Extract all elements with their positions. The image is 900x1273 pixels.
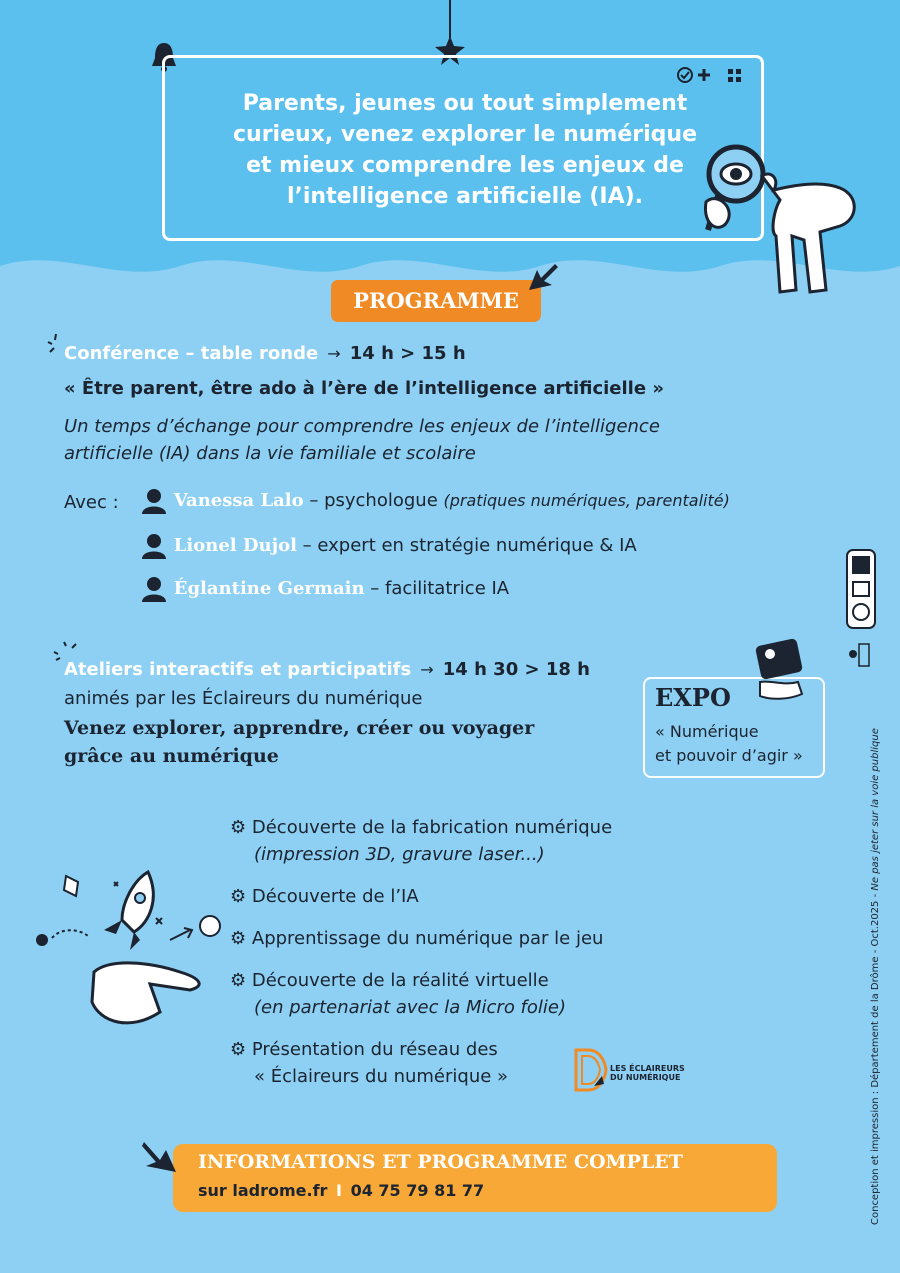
person-icon (140, 576, 168, 602)
speaker-3 (140, 576, 509, 602)
expo-line: et pouvoir d’agir » (655, 746, 803, 765)
activity-item (230, 1036, 612, 1090)
speaker-note: (pratiques numériques, parentalité) (443, 491, 730, 510)
sparkle-icon (44, 332, 64, 356)
intro-text (200, 88, 730, 212)
intro-line: l’intelligence artificielle (IA). (286, 184, 644, 209)
activity-main: Découverte de la fabrication numérique (251, 817, 613, 838)
activity-item (230, 925, 612, 952)
gear-icon: ⚙ (230, 928, 247, 949)
gear-icon: ⚙ (230, 1039, 247, 1060)
activity-main: Découverte de la réalité virtuelle (251, 970, 549, 991)
info-title: INFORMATIONS ET PROGRAMME COMPLET (198, 1151, 683, 1173)
expo-line: « Numérique (655, 722, 759, 741)
cursor-arrow-icon (525, 262, 561, 294)
activity-item (230, 814, 612, 868)
ateliers-header (64, 659, 590, 680)
speaker-role: – facilitatrice IA (370, 578, 510, 599)
partner-logos-icon (845, 548, 877, 630)
eclaireurs-logo-text (610, 1064, 685, 1082)
activity-main: Découverte de l’IA (251, 886, 419, 907)
tagline-line: Venez explorer, apprendre, créer ou voyager (64, 717, 535, 739)
arrow-right-icon: → (327, 344, 341, 363)
gear-icon: ⚙ (230, 817, 247, 838)
tagline-line: grâce au numérique (64, 745, 279, 767)
conference-title: « Être parent, être ado à l’ère de l’intelligence artificielle » (64, 378, 664, 399)
speaker-2 (140, 533, 637, 559)
ateliers-subtitle: animés par les Éclaireurs du numérique (64, 688, 423, 709)
speaker-role: – expert en stratégie numérique & IA (302, 535, 637, 556)
speaker-name: Églantine Germain (173, 578, 365, 599)
credit-main: Conception et impression : Département de la Drôme - Oct.2025 - (870, 893, 881, 1225)
conference-time: 14 h > 15 h (349, 343, 466, 364)
activity-sub: « Éclaireurs du numérique » (254, 1066, 509, 1087)
with-label: Avec : (64, 492, 119, 513)
eclaireurs-logo-icon (572, 1046, 610, 1094)
ateliers-tagline (64, 714, 534, 770)
intro-line: Parents, jeunes ou tout simplement (242, 91, 688, 116)
activity-sub: (impression 3D, gravure laser...) (254, 844, 545, 865)
activity-sub: (en partenariat avec la Micro folie) (254, 997, 567, 1018)
info-site[interactable]: sur ladrome.fr (198, 1181, 328, 1200)
arrow-right-icon: → (420, 660, 434, 679)
rocket-hand-illustration (30, 862, 230, 1042)
window-controls-icon (676, 64, 748, 86)
gear-icon: ⚙ (230, 886, 247, 907)
side-credit (870, 728, 881, 1225)
person-icon (140, 488, 168, 514)
intro-line: et mieux comprendre les enjeux de (246, 153, 684, 178)
activity-main: Apprentissage du numérique par le jeu (251, 928, 604, 949)
logo-line: DU NUMÉRIQUE (610, 1073, 681, 1082)
conference-description (64, 413, 660, 467)
speaker-role: – psychologue (309, 490, 438, 511)
conference-type: Conférence – table ronde (64, 343, 319, 364)
logo-line: LES ÉCLAIREURS (610, 1064, 685, 1073)
expo-label: EXPO (655, 683, 731, 712)
speaker-1 (140, 488, 730, 514)
info-contact (198, 1181, 484, 1200)
credit-italic: Ne pas jeter sur la voie publique (870, 728, 881, 891)
speaker-name: Vanessa Lalo (173, 490, 304, 511)
cursor-arrow-icon (140, 1138, 184, 1178)
ateliers-time: 14 h 30 > 18 h (442, 659, 590, 680)
activity-item (230, 883, 612, 910)
drome-logo-icon (845, 640, 873, 670)
person-icon (140, 533, 168, 559)
activities-list (230, 814, 612, 1105)
description-line: Un temps d’échange pour comprendre les enjeux de l’intelligence (64, 416, 660, 437)
speaker-name: Lionel Dujol (173, 535, 297, 556)
conference-header (64, 343, 466, 364)
ateliers-type: Ateliers interactifs et participatifs (64, 659, 412, 680)
info-phone[interactable]: 04 75 79 81 77 (350, 1181, 485, 1200)
expo-text (655, 720, 803, 768)
programme-badge: PROGRAMME (331, 280, 541, 322)
description-line: artificielle (IA) dans la vie familiale et scolaire (64, 443, 476, 464)
activity-item (230, 967, 612, 1021)
magnifier-person-illustration (700, 140, 870, 310)
info-separator: I (336, 1181, 342, 1200)
intro-line: curieux, venez explorer le numérique (233, 122, 697, 147)
gear-icon: ⚙ (230, 970, 247, 991)
image-hand-icon (752, 636, 806, 708)
activity-main: Présentation du réseau des (251, 1039, 498, 1060)
